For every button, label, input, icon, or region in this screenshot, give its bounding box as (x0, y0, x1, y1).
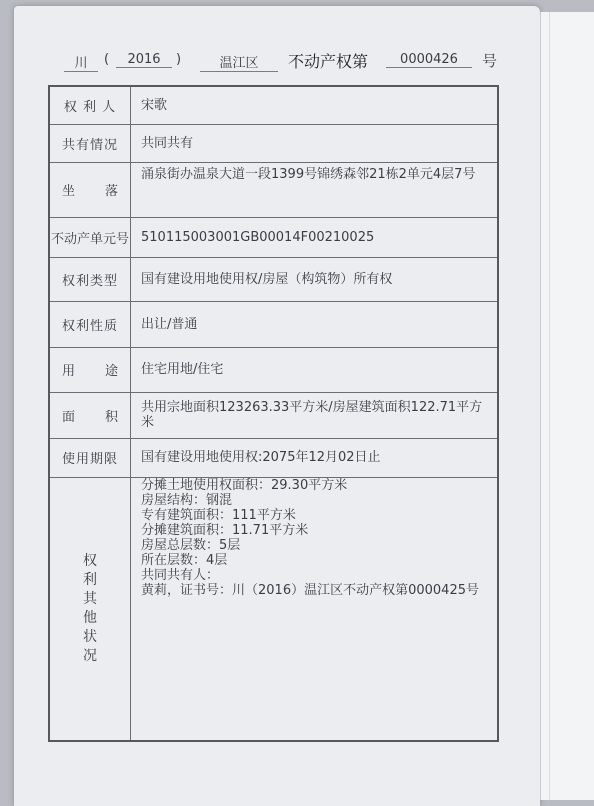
row-label: 用 途 (49, 347, 131, 392)
other-line: 黄莉，证书号：川（2016）温江区不动产权第0000425号 (141, 582, 479, 598)
row-label: 权利性质 (49, 301, 131, 347)
row-value: 共用宗地面积123263.33平方米/房屋建筑面积122.71平方米 (131, 392, 499, 438)
table-row (49, 347, 498, 392)
table-row (49, 217, 498, 257)
open-paren: ( (104, 52, 110, 67)
cert-title: 不动产权第 (288, 52, 369, 71)
table-row (49, 162, 498, 217)
row-label: 共有情况 (49, 124, 131, 162)
other-line: 房屋总层数：5层 (141, 537, 241, 553)
row-label: 权利类型 (49, 257, 131, 301)
adjacent-page-edge (540, 12, 594, 800)
other-line: 共同共有人： (141, 567, 220, 583)
district-name: 温江区 (200, 52, 278, 72)
table-row (49, 301, 498, 347)
other-line: 分摊土地使用权面积：29.30平方米 (141, 477, 348, 493)
row-value: 宋歌 (131, 86, 499, 124)
certificate-header (46, 48, 506, 74)
cert-year: 2016 (116, 52, 172, 68)
row-value: 共同共有 (131, 124, 499, 162)
other-rights-value (131, 477, 499, 741)
table-row (49, 124, 498, 162)
property-record-table (48, 85, 499, 742)
row-value: 出让/普通 (131, 301, 499, 347)
row-label (49, 477, 131, 741)
close-paren: ) (176, 52, 182, 67)
row-label: 使用期限 (49, 438, 131, 477)
row-value: 涌泉街办温泉大道一段1399号锦绣森邻21栋2单元4层7号 (131, 162, 499, 217)
other-line: 所在层数：4层 (141, 552, 228, 568)
other-line: 分摊建筑面积：11.71平方米 (141, 522, 309, 538)
row-value: 国有建设用地使用权:2075年12月02日止 (131, 438, 499, 477)
table-row (49, 257, 498, 301)
table-row (49, 438, 498, 477)
other-line: 专有建筑面积：111平方米 (141, 507, 296, 523)
table-row (49, 86, 498, 124)
other-line: 房屋结构：钢混 (141, 492, 233, 508)
cert-suffix: 号 (482, 52, 498, 70)
row-label: 坐 落 (49, 162, 131, 217)
row-value: 住宅用地/住宅 (131, 347, 499, 392)
table-row (49, 477, 498, 741)
other-rights-label: 权利其他状况 (83, 552, 98, 664)
table-row (49, 392, 498, 438)
cert-number: 0000426 (386, 52, 472, 68)
region-abbr: 川 (64, 52, 98, 72)
row-label: 不动产单元号 (49, 217, 131, 257)
row-label: 面 积 (49, 392, 131, 438)
row-value: 国有建设用地使用权/房屋（构筑物）所有权 (131, 257, 499, 301)
row-label: 权 利 人 (49, 86, 131, 124)
row-value: 510115003001GB00014F00210025 (131, 217, 499, 257)
